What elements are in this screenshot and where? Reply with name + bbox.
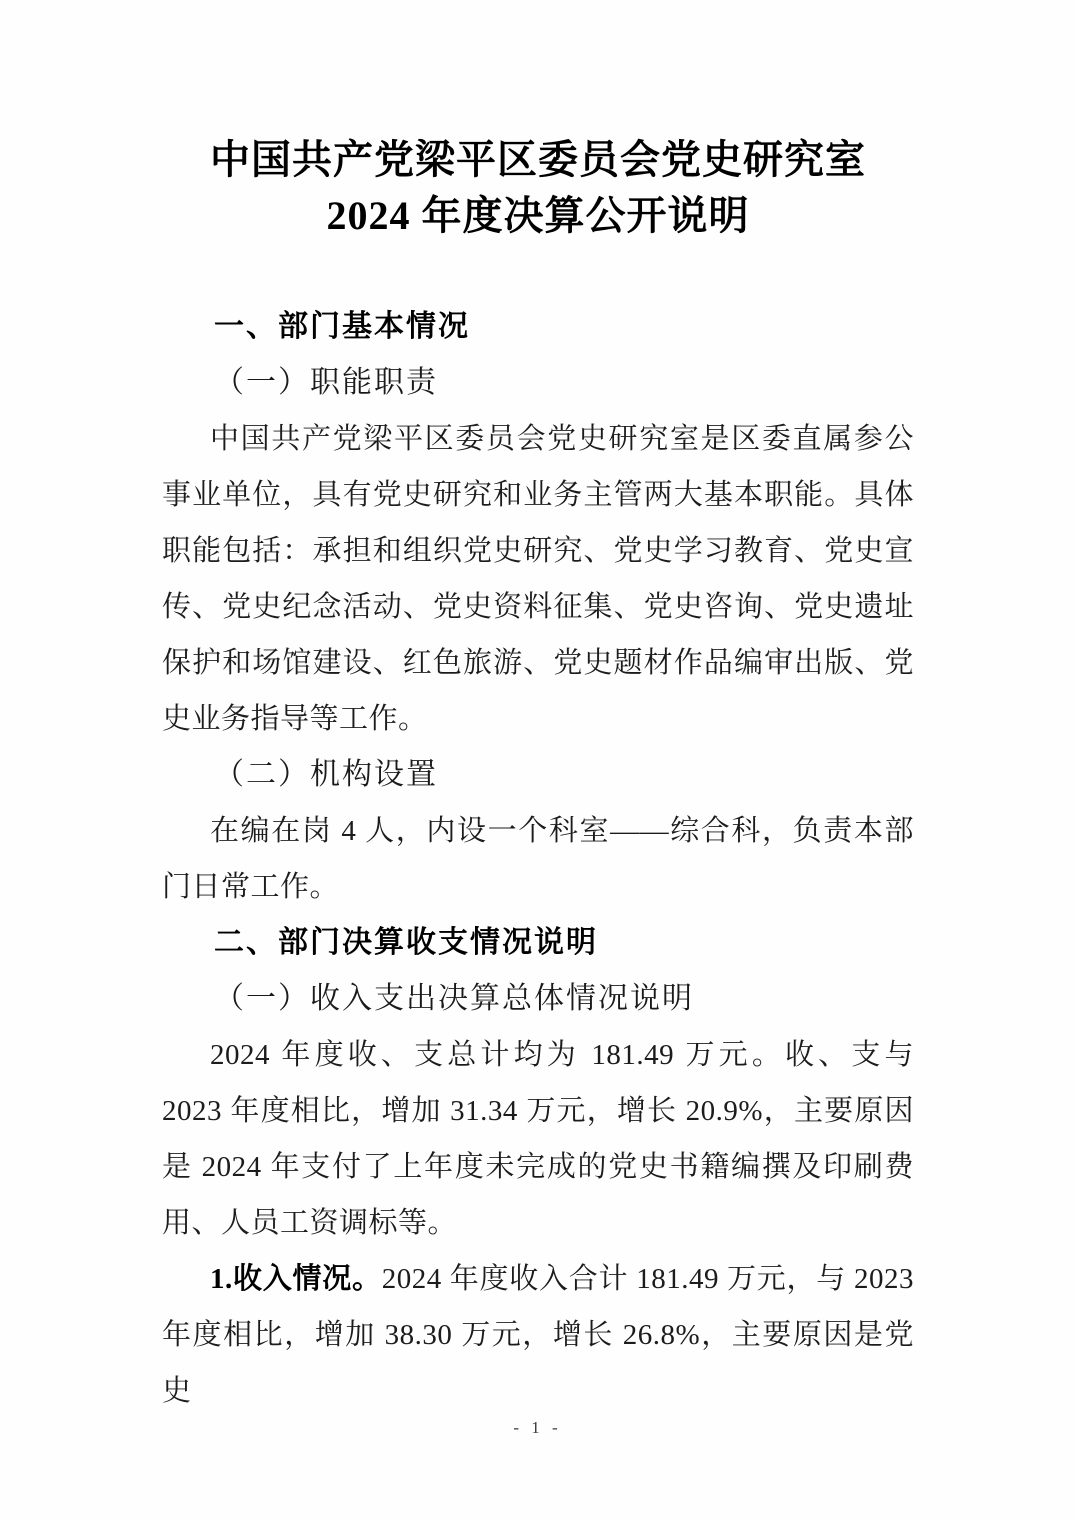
paragraph-income-situation [162, 1251, 914, 1419]
document-body [162, 0, 914, 1419]
paragraph-income-text: 2024 年度收入合计 181.49 万元，与 2023 年度相比，增加 38.30 万元，增长 26.8%，主要原因是党史 [162, 1263, 914, 1407]
subsection-heading-duties: （一）职能职责 [214, 366, 438, 399]
document-title [162, 132, 914, 244]
paragraph-budget-overview: 2024 年度收、支总计均为 181.49 万元。收、支与 2023 年度相比，增加 31.34 万元，增长 20.9%，主要原因是 2024 年支付了上年度未完成的党史书籍编撰及印刷费用、人员工资调标等。 [162, 1039, 914, 1239]
paragraph-organization: 在编在岗 4 人，内设一个科室——综合科，负责本部门日常工作。 [162, 815, 914, 903]
page-number: - 1 - [513, 1418, 562, 1437]
subsection-heading-overview: （一）收入支出决算总体情况说明 [214, 982, 694, 1015]
paragraph-income-lead: 1.收入情况。 [210, 1263, 382, 1295]
subsection-heading-organization: （二）机构设置 [214, 758, 438, 791]
document-title-line-1: 中国共产党梁平区委员会党史研究室 [210, 137, 866, 182]
document-title-line-2: 2024 年度决算公开说明 [326, 193, 750, 238]
section-heading-basic-info: 一、部门基本情况 [214, 310, 470, 343]
section-heading-budget-statement: 二、部门决算收支情况说明 [214, 926, 598, 959]
paragraph-duties: 中国共产党梁平区委员会党史研究室是区委直属参公事业单位，具有党史研究和业务主管两大基本职能。具体职能包括：承担和组织党史研究、党史学习教育、党史宣传、党史纪念活动、党史资料征集、党史咨询、党史遗址保护和场馆建设、红色旅游、党史题材作品编审出版、党史业务指导等工作。 [162, 423, 914, 735]
